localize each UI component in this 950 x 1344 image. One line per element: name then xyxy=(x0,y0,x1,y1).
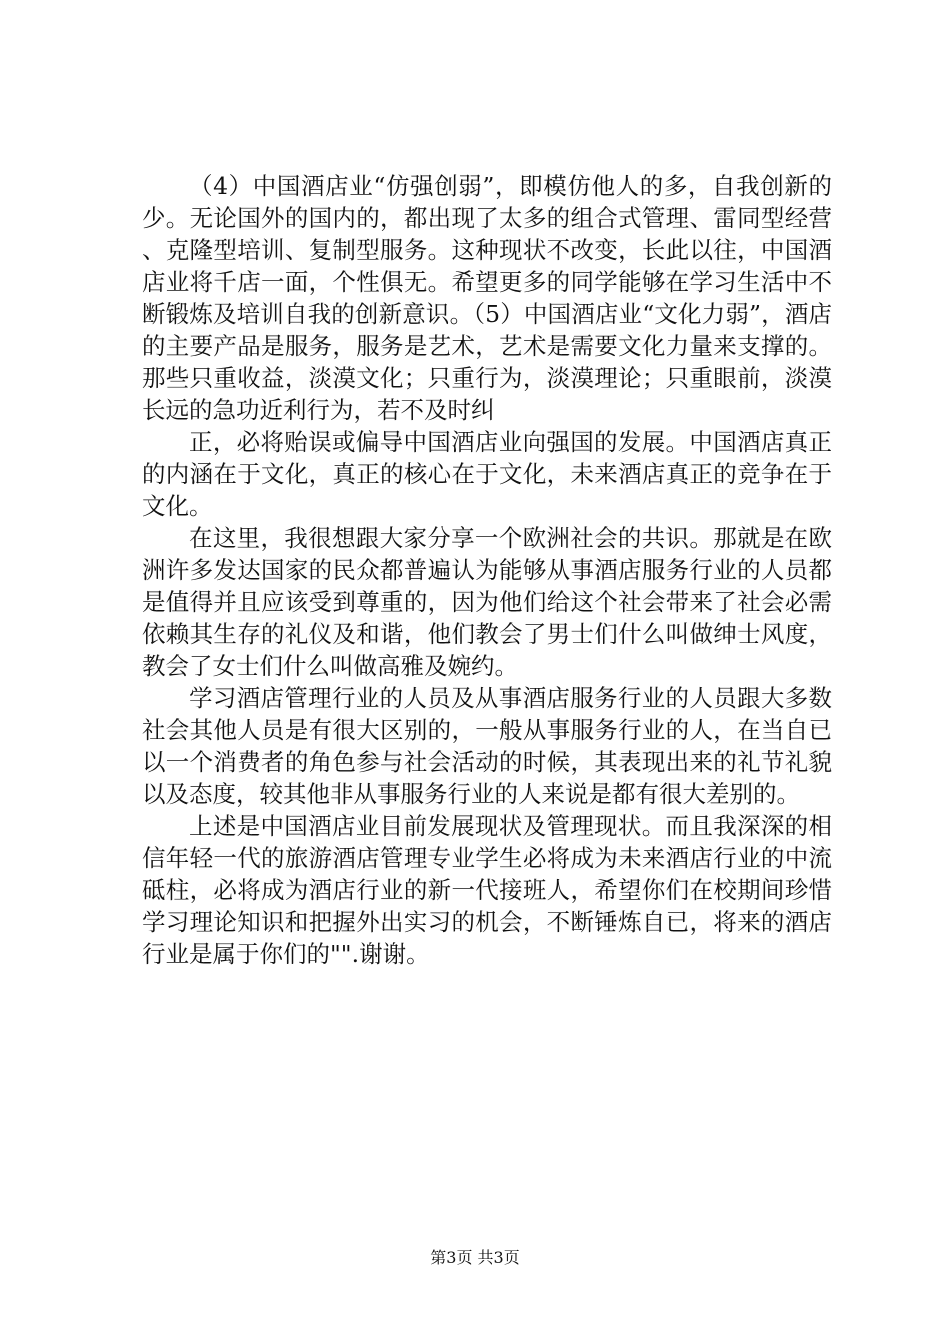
document-body xyxy=(142,170,832,970)
paragraph: 在这里，我很想跟大家分享一个欧洲社会的共识。那就是在欧洲许多发达国家的民众都普遍认为能够从事酒店服务行业的人员都是值得并且应该受到尊重的，因为他们给这个社会带来了社会必需依赖其生存的礼仪及和谐，他们教会了男士们什么叫做绅士风度，教会了女士们什么叫做高雅及婉约。 xyxy=(142,524,832,680)
paragraph: 正，必将贻误或偏导中国酒店业向强国的发展。中国酒店真正的内涵在于文化，真正的核心在于文化，未来酒店真正的竞争在于文化。 xyxy=(142,428,832,520)
paragraph: （4）中国酒店业“仿强创弱”，即模仿他人的多，自我创新的少。无论国外的国内的，都出现了太多的组合式管理、雷同型经营、克隆型培训、复制型服务。这种现状不改变，长此以往，中国酒店业将千店一面，个性俱无。希望更多的同学能够在学习生活中不断锻炼及培训自我的创新意识。（5）中国酒店业“文化力弱”，酒店的主要产品是服务，服务是艺术，艺术是需要文化力量来支撑的。那些只重收益，淡漠文化；只重行为，淡漠理论；只重眼前，淡漠长远的急功近利行为，若不及时纠 xyxy=(142,172,832,424)
paragraph: 上述是中国酒店业目前发展现状及管理现状。而且我深深的相信年轻一代的旅游酒店管理专业学生必将成为未来酒店行业的中流砥柱，必将成为酒店行业的新一代接班人，希望你们在校期间珍惜学习理论知识和把握外出实习的机会，不断锤炼自已，将来的酒店行业是属于你们的"".谢谢。 xyxy=(142,812,832,968)
page-number-footer: 第3页 共3页 xyxy=(430,1248,520,1267)
paragraph: 学习酒店管理行业的人员及从事酒店服务行业的人员跟大多数社会其他人员是有很大区别的，一般从事服务行业的人，在当自已以一个消费者的角色参与社会活动的时候，其表现出来的礼节礼貌以及态度，较其他非从事服务行业的人来说是都有很大差别的。 xyxy=(142,684,832,808)
